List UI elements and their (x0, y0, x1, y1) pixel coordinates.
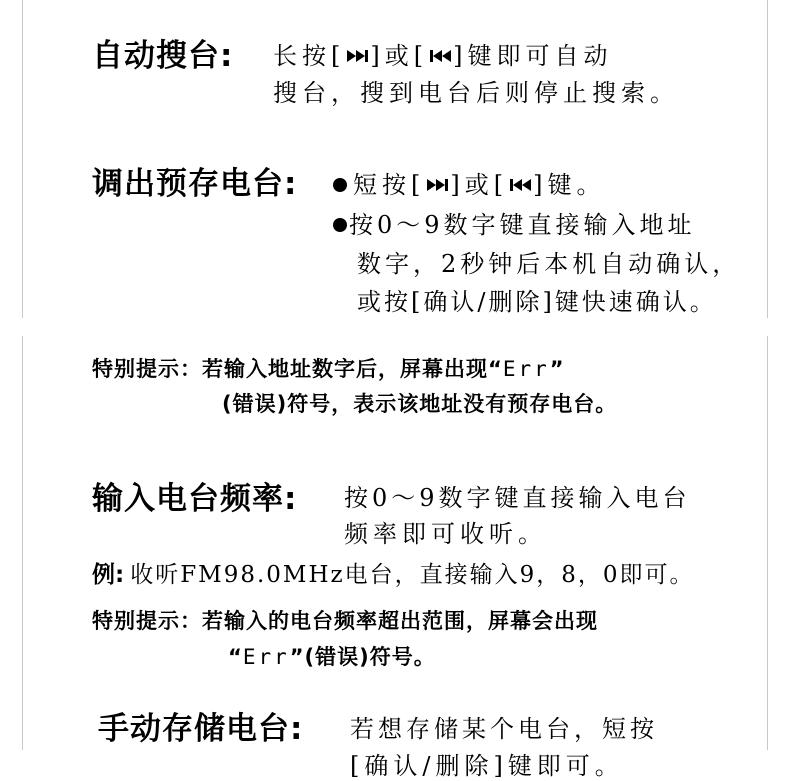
recall-bullet1-text-b: ]或[ (450, 171, 509, 199)
next-track-icon (347, 50, 368, 62)
err-symbol: Err (242, 645, 290, 669)
note1-text-b: ” (549, 357, 565, 381)
left-rule-bottom (22, 336, 23, 750)
next-track-icon (427, 179, 448, 191)
bullet-icon (333, 178, 347, 192)
right-rule-top (767, 0, 768, 318)
recall-bullet1-text-c: ]键。 (533, 171, 606, 199)
example-line (92, 556, 695, 589)
note2-line1: 特别提示：若输入的电台频率超出范围，屏幕会出现 (92, 609, 598, 633)
input-freq-heading: 输入电台频率: (92, 481, 298, 517)
note2-line2 (228, 641, 436, 671)
err-symbol: Err (502, 357, 550, 381)
note2-text-b: ”(错误)符号。 (289, 645, 436, 669)
recall-bullet1 (333, 165, 605, 200)
auto-search-line1 (273, 36, 612, 71)
recall-bullet2-line3: 或按[确认/删除]键快速确认。 (357, 288, 717, 316)
manual-store-line1: 若想存储某个电台，短按 (350, 715, 658, 743)
manual-store-line2: [确认/删除]键即可。 (350, 752, 624, 780)
auto-search-text-c: ]键即可自动 (453, 42, 613, 70)
recall-bullet2-line1 (333, 205, 696, 240)
manual-store-heading: 手动存储电台: (98, 711, 304, 747)
right-rule-bottom (767, 336, 768, 750)
auto-search-line2: 搜台，搜到电台后则停止搜索。 (273, 79, 679, 107)
prev-track-icon (430, 50, 451, 62)
example-label: 例: (92, 562, 125, 588)
input-freq-line2: 频率即可收听。 (344, 520, 547, 548)
recall-bullet2-text: 按0～9数字键直接输入地址 (349, 211, 696, 239)
auto-search-text-b: ]或[ (370, 42, 429, 70)
recall-preset-heading: 调出预存电台: (92, 166, 298, 202)
note1-text-a: 特别提示：若输入地址数字后，屏幕出现“ (92, 357, 503, 381)
auto-search-text-a: 长按[ (273, 42, 346, 70)
input-freq-line1: 按0～9数字键直接输入电台 (344, 484, 691, 512)
bullet-icon (333, 218, 347, 232)
auto-search-heading: 自动搜台: (92, 38, 234, 74)
example-text: 收听FM98.0MHz电台，直接输入9，8，0即可。 (130, 562, 695, 588)
note2-text-a: “ (228, 645, 243, 669)
prev-track-icon (510, 179, 531, 191)
recall-bullet2-line2: 数字，2秒钟后本机自动确认， (357, 250, 741, 278)
recall-bullet1-text-a: 短按[ (353, 171, 426, 199)
note1-line1 (92, 353, 565, 383)
note1-line2: (错误)符号，表示该地址没有预存电台。 (222, 392, 618, 416)
left-rule-top (22, 0, 23, 318)
